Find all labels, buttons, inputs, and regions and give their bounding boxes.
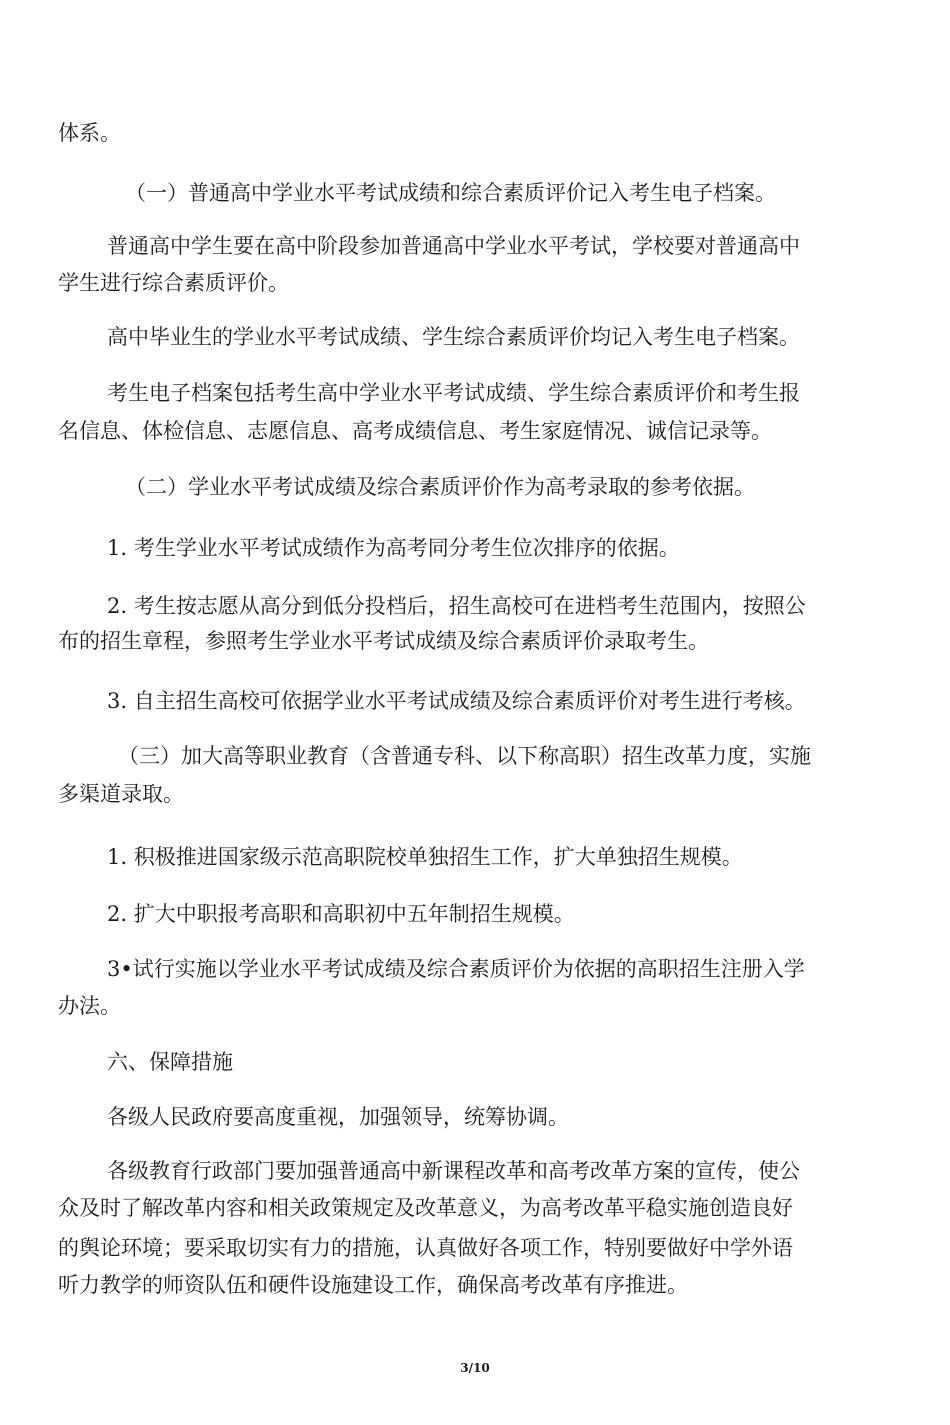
section-heading: （一）普通高中学业水平考试成绩和综合素质评价记入考生电子档案。 <box>125 181 776 205</box>
text-line: 考生电子档案包括考生高中学业水平考试成绩、学生综合素质评价和考生报 <box>107 381 800 405</box>
text-line: 普通高中学生要在高中阶段参加普通高中学业水平考试，学校要对普通高中 <box>107 234 800 258</box>
text-line: 听力教学的师资队伍和硬件设施建设工作，确保高考改革有序推进。 <box>58 1273 688 1297</box>
section-heading: （三）加大高等职业教育（含普通专科、以下称高职）招生改革力度，实施 <box>118 744 811 768</box>
page-number: 3/10 <box>460 1361 490 1375</box>
list-item: 1. 考生学业水平考试成绩作为高考同分考生位次排序的依据。 <box>107 536 680 560</box>
text-line: 众及时了解改革内容和相关政策规定及改革意义，为高考改革平稳实施创造良好 <box>58 1196 793 1220</box>
list-item: 2. 考生按志愿从高分到低分投档后，招生高校可在进档考生范围内，按照公 <box>107 594 806 618</box>
text-line: 各级教育行政部门要加强普通高中新课程改革和高考改革方案的宣传，使公 <box>107 1159 800 1183</box>
list-item: 1. 积极推进国家级示范高职院校单独招生工作，扩大单独招生规模。 <box>107 845 743 869</box>
text-line: 体系。 <box>58 121 121 145</box>
text-line: 的舆论环境；要采取切实有力的措施，认真做好各项工作，特别要做好中学外语 <box>58 1236 793 1260</box>
text-line: 办法。 <box>58 994 121 1018</box>
text-line: 各级人民政府要高度重视，加强领导，统筹协调。 <box>107 1105 569 1129</box>
list-item: 3. 自主招生高校可依据学业水平考试成绩及综合素质评价对考生进行考核。 <box>107 689 806 713</box>
text-line: 多渠道录取。 <box>58 782 184 806</box>
text-line: 布的招生章程，参照考生学业水平考试成绩及综合素质评价录取考生。 <box>58 629 709 653</box>
text-line: 高中毕业生的学业水平考试成绩、学生综合素质评价均记入考生电子档案。 <box>107 325 800 349</box>
text-line: 名信息、体检信息、志愿信息、高考成绩信息、考生家庭情况、诚信记录等。 <box>58 419 772 443</box>
list-item: 3•试行实施以学业水平考试成绩及综合素质评价为依据的高职招生注册入学 <box>107 957 805 981</box>
section-heading: 六、保障措施 <box>107 1050 233 1074</box>
text-line: 学生进行综合素质评价。 <box>58 271 289 295</box>
list-item: 2. 扩大中职报考高职和高职初中五年制招生规模。 <box>107 902 575 926</box>
section-heading: （二）学业水平考试成绩及综合素质评价作为高考录取的参考依据。 <box>125 475 755 499</box>
